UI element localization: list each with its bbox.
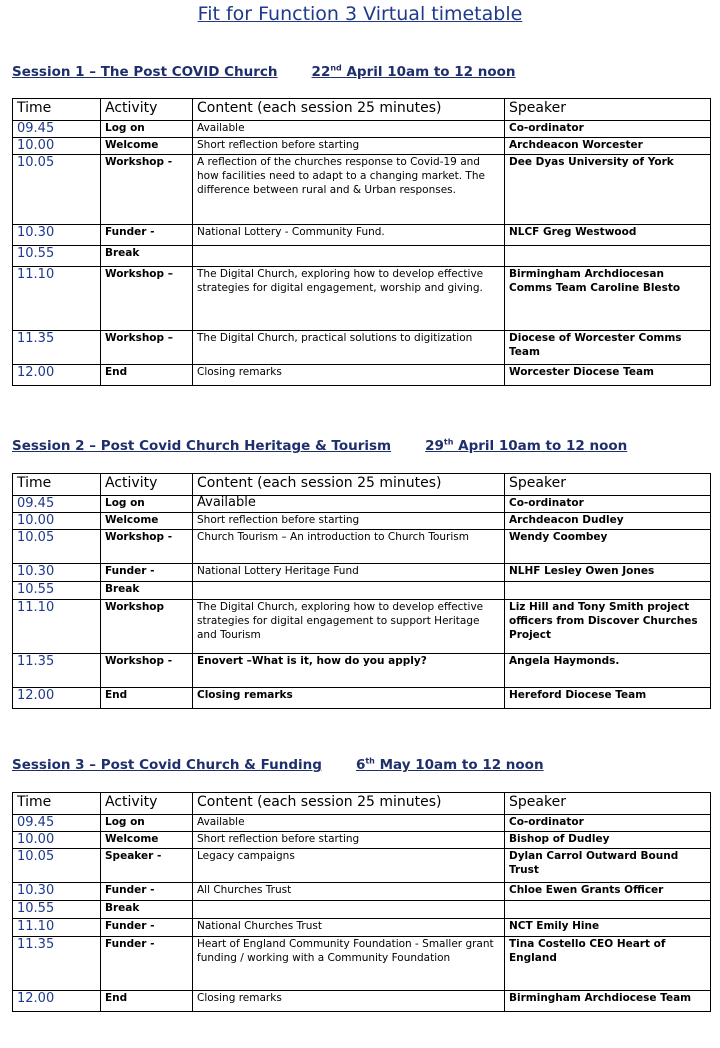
table-row [13, 901, 711, 919]
table-row [13, 155, 711, 225]
cell-time: 10.00 [13, 138, 101, 155]
cell-speaker: Tina Costello CEO Heart of England [505, 937, 711, 991]
table-row [13, 365, 711, 386]
cell-activity: End [101, 991, 193, 1012]
cell-speaker: Archdeacon Worcester [505, 138, 711, 155]
session-date: April 10am to 12 noon [458, 438, 628, 454]
session-title: Session 3 – Post Covid Church & Funding [12, 757, 322, 773]
cell-time: 10.55 [13, 246, 101, 267]
cell-activity: Workshop [101, 600, 193, 654]
cell-activity: Funder - [101, 937, 193, 991]
cell-time: 11.10 [13, 267, 101, 331]
cell-time: 09.45 [13, 815, 101, 832]
cell-speaker [505, 246, 711, 267]
cell-activity: Workshop – [101, 331, 193, 365]
table-header-row [13, 793, 711, 815]
cell-activity: Workshop - [101, 155, 193, 225]
header-time: Time [13, 99, 101, 121]
header-speaker: Speaker [505, 793, 711, 815]
cell-time: 10.05 [13, 530, 101, 564]
cell-activity: Log on [101, 496, 193, 513]
cell-speaker: Hereford Diocese Team [505, 688, 711, 709]
cell-speaker: Dylan Carrol Outward Bound Trust [505, 849, 711, 883]
header-activity: Activity [101, 793, 193, 815]
cell-speaker [505, 901, 711, 919]
cell-content: The Digital Church, exploring how to develop effective strategies for digital engagement to support Heritage and Tourism [193, 600, 505, 654]
header-content: Content (each session 25 minutes) [193, 99, 505, 121]
cell-content: Closing remarks [193, 365, 505, 386]
cell-activity: Break [101, 901, 193, 919]
header-activity: Activity [101, 474, 193, 496]
session-day: 6 [355, 757, 366, 773]
header-activity: Activity [101, 99, 193, 121]
cell-speaker [505, 582, 711, 600]
cell-speaker: Birmingham Archdiocese Team [505, 991, 711, 1012]
cell-activity: Break [101, 582, 193, 600]
cell-activity: Welcome [101, 513, 193, 530]
cell-activity: Break [101, 246, 193, 267]
cell-speaker: NLHF Lesley Owen Jones [505, 564, 711, 582]
cell-time: 10.05 [13, 155, 101, 225]
session-day-ordinal: th [443, 437, 454, 447]
cell-speaker: Birmingham Archdiocesan Comms Team Caroline Blesto [505, 267, 711, 331]
cell-time: 12.00 [13, 365, 101, 386]
cell-content: Short reflection before starting [193, 513, 505, 530]
cell-time: 10.05 [13, 849, 101, 883]
table-row [13, 225, 711, 246]
cell-content: Enovert –What is it, how do you apply? [193, 654, 505, 688]
cell-time: 10.30 [13, 225, 101, 246]
cell-speaker: Worcester Diocese Team [505, 365, 711, 386]
session-date: April 10am to 12 noon [346, 64, 516, 80]
timetable [12, 792, 711, 1012]
cell-speaker: Chloe Ewen Grants Officer [505, 883, 711, 901]
table-row [13, 688, 711, 709]
cell-content: National Lottery Heritage Fund [193, 564, 505, 582]
cell-activity: Log on [101, 815, 193, 832]
cell-speaker: NCT Emily Hine [505, 919, 711, 937]
cell-content [193, 582, 505, 600]
table-row [13, 883, 711, 901]
session-heading [12, 757, 544, 773]
session-title: Session 1 – The Post COVID Church [12, 64, 278, 80]
header-speaker: Speaker [505, 474, 711, 496]
header-time: Time [13, 793, 101, 815]
cell-time: 09.45 [13, 496, 101, 513]
cell-content: National Churches Trust [193, 919, 505, 937]
cell-content: National Lottery - Community Fund. [193, 225, 505, 246]
cell-content: Legacy campaigns [193, 849, 505, 883]
cell-activity: Welcome [101, 832, 193, 849]
cell-activity: Funder - [101, 883, 193, 901]
cell-activity: Workshop - [101, 530, 193, 564]
cell-activity: Workshop - [101, 654, 193, 688]
cell-speaker: Diocese of Worcester Comms Team [505, 331, 711, 365]
cell-content: Short reflection before starting [193, 138, 505, 155]
cell-speaker: NLCF Greg Westwood [505, 225, 711, 246]
cell-content: Short reflection before starting [193, 832, 505, 849]
timetable [12, 98, 711, 386]
cell-content: Available [193, 815, 505, 832]
timetable [12, 473, 711, 709]
cell-activity: Funder - [101, 919, 193, 937]
header-speaker: Speaker [505, 99, 711, 121]
table-row [13, 654, 711, 688]
session-day: 22 [311, 64, 331, 80]
table-row [13, 919, 711, 937]
table-row [13, 138, 711, 155]
cell-time: 11.35 [13, 937, 101, 991]
session-day-ordinal: nd [330, 63, 342, 73]
cell-speaker: Wendy Coombey [505, 530, 711, 564]
table-row [13, 600, 711, 654]
cell-time: 12.00 [13, 991, 101, 1012]
cell-content: Closing remarks [193, 991, 505, 1012]
cell-time: 12.00 [13, 688, 101, 709]
page-title: Fit for Function 3 Virtual timetable [197, 3, 523, 25]
cell-content: Available [193, 121, 505, 138]
cell-content: Closing remarks [193, 688, 505, 709]
cell-activity: Funder - [101, 564, 193, 582]
header-content: Content (each session 25 minutes) [193, 793, 505, 815]
table-row [13, 582, 711, 600]
cell-time: 10.00 [13, 513, 101, 530]
cell-speaker: Archdeacon Dudley [505, 513, 711, 530]
cell-time: 11.35 [13, 654, 101, 688]
cell-activity: Log on [101, 121, 193, 138]
cell-activity: End [101, 365, 193, 386]
cell-activity: Speaker - [101, 849, 193, 883]
table-row [13, 267, 711, 331]
cell-activity: Welcome [101, 138, 193, 155]
table-row [13, 564, 711, 582]
cell-time: 10.55 [13, 901, 101, 919]
table-header-row [13, 99, 711, 121]
cell-time: 11.35 [13, 331, 101, 365]
session-heading [12, 438, 627, 454]
table-row [13, 121, 711, 138]
cell-content: Heart of England Community Foundation - Smaller grant funding / working with a Community Foundation [193, 937, 505, 991]
cell-content: The Digital Church, exploring how to develop effective strategies for digital engagement, worship and giving. [193, 267, 505, 331]
cell-speaker: Bishop of Dudley [505, 832, 711, 849]
cell-speaker: Co-ordinator [505, 121, 711, 138]
cell-content: A reflection of the churches response to Covid-19 and how facilities need to adapt to a changing market. The difference between rural and & Urban responses. [193, 155, 505, 225]
cell-speaker: Angela Haymonds. [505, 654, 711, 688]
header-content: Content (each session 25 minutes) [193, 474, 505, 496]
table-row [13, 246, 711, 267]
table-row [13, 496, 711, 513]
cell-content: All Churches Trust [193, 883, 505, 901]
cell-activity: Workshop – [101, 267, 193, 331]
cell-time: 11.10 [13, 919, 101, 937]
table-row [13, 937, 711, 991]
session-title: Session 2 – Post Covid Church Heritage & Tourism [12, 438, 392, 454]
header-time: Time [13, 474, 101, 496]
cell-speaker: Dee Dyas University of York [505, 155, 711, 225]
table-row [13, 815, 711, 832]
table-row [13, 849, 711, 883]
cell-content: Available [193, 496, 505, 513]
cell-speaker: Co-ordinator [505, 496, 711, 513]
table-row [13, 331, 711, 365]
cell-time: 10.30 [13, 883, 101, 901]
cell-time: 11.10 [13, 600, 101, 654]
table-row [13, 513, 711, 530]
cell-activity: End [101, 688, 193, 709]
session-date: May 10am to 12 noon [379, 757, 544, 773]
table-row [13, 832, 711, 849]
cell-time: 10.55 [13, 582, 101, 600]
session-heading [12, 64, 516, 80]
cell-speaker: Co-ordinator [505, 815, 711, 832]
session-day-ordinal: th [365, 756, 375, 766]
cell-content [193, 901, 505, 919]
cell-content: The Digital Church, practical solutions to digitization [193, 331, 505, 365]
cell-time: 09.45 [13, 121, 101, 138]
cell-time: 10.00 [13, 832, 101, 849]
table-row [13, 530, 711, 564]
cell-content: Church Tourism – An introduction to Church Tourism [193, 530, 505, 564]
session-day: 29 [425, 438, 444, 454]
cell-speaker: Liz Hill and Tony Smith project officers from Discover Churches Project [505, 600, 711, 654]
cell-content [193, 246, 505, 267]
cell-time: 10.30 [13, 564, 101, 582]
cell-activity: Funder - [101, 225, 193, 246]
table-header-row [13, 474, 711, 496]
table-row [13, 991, 711, 1012]
